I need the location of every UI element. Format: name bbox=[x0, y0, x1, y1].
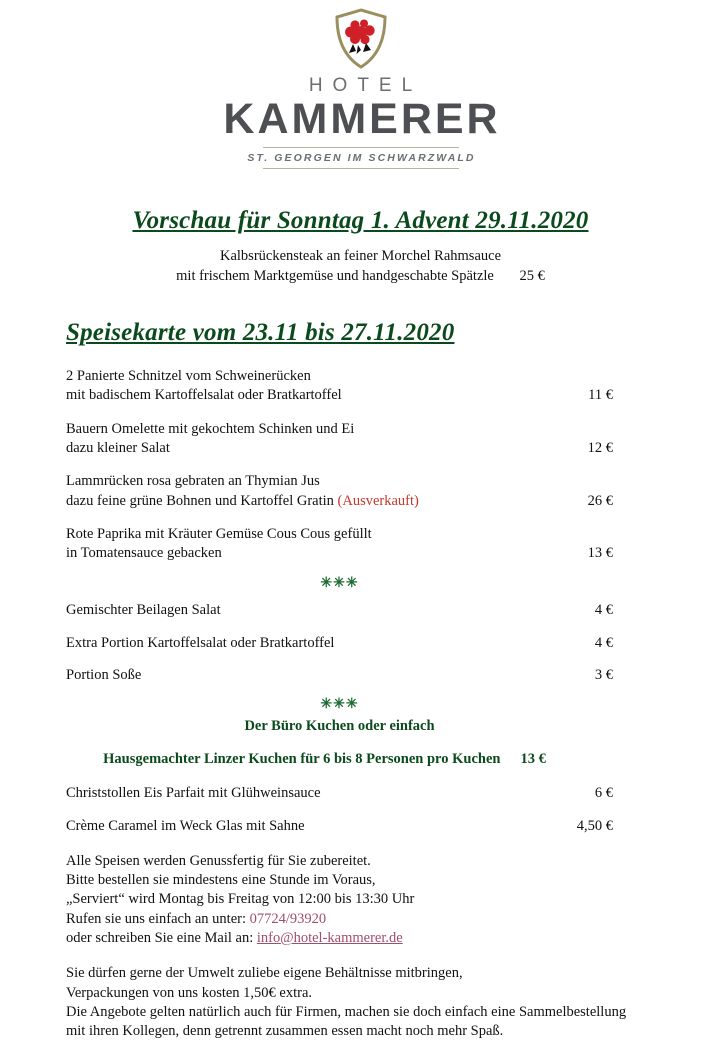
side-item-label: Extra Portion Kartoffelsalat oder Bratkartoffel bbox=[66, 634, 335, 651]
menu-item-description bbox=[66, 420, 567, 459]
menu-item-description bbox=[66, 367, 567, 406]
section-separator-stars: ✳✳✳ bbox=[320, 576, 359, 592]
menu-items-list bbox=[0, 367, 721, 836]
logo-rule-bottom bbox=[263, 168, 459, 169]
featured-cake-label: Hausgemachter Linzer Kuchen für 6 bis 8 Personen pro Kuchen bbox=[103, 751, 501, 768]
hotel-logo bbox=[0, 0, 721, 169]
menu-item bbox=[66, 367, 613, 406]
side-item-label: Portion Soße bbox=[66, 667, 142, 684]
menu-heading: Speisekarte vom 23.11 bis 27.11.2020 bbox=[66, 319, 455, 347]
cake-separator-stars: ✳✳✳ bbox=[320, 697, 359, 713]
logo-rule-top bbox=[263, 147, 459, 148]
menu-item-line2: dazu kleiner Salat bbox=[66, 440, 170, 457]
menu-item-line2: dazu feine grüne Bohnen und Kartoffel Gratin bbox=[66, 492, 338, 509]
dessert-item bbox=[66, 817, 613, 836]
menu-item-price: 26 € bbox=[587, 492, 613, 509]
phone-number-link[interactable]: 07724/93920 bbox=[249, 910, 327, 927]
dessert-item-label: Crème Caramel im Weck Glas mit Sahne bbox=[66, 817, 305, 834]
footer-line: Verpackungen von uns kosten 1,50€ extra. bbox=[66, 984, 313, 1001]
footer-line: Die Angebote gelten natürlich auch für Firmen, machen sie doch einfach eine Sammelbestellung bbox=[66, 1003, 627, 1020]
dessert-item bbox=[66, 784, 613, 803]
menu-item-price: 13 € bbox=[587, 545, 613, 562]
menu-item-price: 11 € bbox=[588, 387, 613, 404]
menu-item-description bbox=[66, 525, 567, 564]
menu-item bbox=[66, 525, 613, 564]
footer-email-prefix: oder schreiben Sie eine Mail an: bbox=[66, 929, 257, 946]
footer-phone-prefix: Rufen sie uns einfach an unter: bbox=[66, 910, 250, 927]
side-item-label: Gemischter Beilagen Salat bbox=[66, 602, 221, 619]
footer-email-line bbox=[66, 929, 661, 948]
cake-section-heading: Der Büro Kuchen oder einfach bbox=[244, 718, 435, 735]
sold-out-badge: (Ausverkauft) bbox=[337, 492, 419, 509]
menu-item-line1: Lammrücken rosa gebraten an Thymian Jus bbox=[66, 473, 320, 490]
featured-cake-row bbox=[66, 751, 613, 768]
preview-dish bbox=[0, 247, 721, 286]
side-item bbox=[66, 634, 613, 653]
shield-rose-emblem-icon bbox=[333, 8, 389, 70]
footer-phone-line bbox=[66, 910, 661, 929]
menu-item bbox=[66, 472, 613, 511]
side-item-price: 4 € bbox=[594, 602, 613, 619]
logo-name-word: KAMMERER bbox=[223, 94, 501, 143]
logo-tagline: ST. GEORGEN IM SCHWARZWALD bbox=[247, 152, 476, 165]
footer-line: „Serviert“ wird Montag bis Freitag von 12:00 bis 13:30 Uhr bbox=[66, 891, 415, 908]
footer-line: Sie dürfen gerne der Umwelt zuliebe eigene Behältnisse mitbringen, bbox=[66, 965, 463, 982]
side-item-price: 4 € bbox=[594, 634, 613, 651]
menu-item-line1: Rote Paprika mit Kräuter Gemüse Cous Cous gefüllt bbox=[66, 525, 372, 542]
footer-information bbox=[0, 852, 721, 1041]
side-item bbox=[66, 601, 613, 620]
menu-item bbox=[66, 420, 613, 459]
side-item bbox=[66, 666, 613, 685]
footer-paragraph-environment bbox=[66, 964, 661, 1041]
dessert-item-label: Christstollen Eis Parfait mit Glühweinsauce bbox=[66, 785, 321, 802]
preview-dish-line1: Kalbsrückensteak an feiner Morchel Rahmsauce bbox=[219, 248, 502, 265]
menu-item-line2: in Tomatensauce gebacken bbox=[66, 545, 222, 562]
footer-line: Bitte bestellen sie mindestens eine Stunde im Voraus, bbox=[66, 872, 376, 889]
menu-item-price: 12 € bbox=[587, 440, 613, 457]
featured-cake-price: 13 € bbox=[520, 751, 546, 768]
footer-line: mit ihren Kollegen, denn getrennt zusammen essen macht noch mehr Spaß. bbox=[66, 1023, 504, 1040]
dessert-item-price: 4,50 € bbox=[576, 817, 613, 834]
logo-hotel-word: HOTEL bbox=[308, 75, 423, 96]
menu-item-description bbox=[66, 472, 567, 511]
menu-item-line1: Bauern Omelette mit gekochtem Schinken und Ei bbox=[66, 420, 355, 437]
preview-heading: Vorschau für Sonntag 1. Advent 29.11.2020 bbox=[132, 207, 589, 235]
menu-item-line1: 2 Panierte Schnitzel vom Schweinerücken bbox=[66, 368, 311, 385]
side-item-price: 3 € bbox=[594, 667, 613, 684]
preview-dish-price: 25 € bbox=[519, 267, 545, 284]
email-address-link[interactable]: info@hotel-kammerer.de bbox=[256, 929, 403, 946]
preview-dish-line2: mit frischem Marktgemüse und handgeschabte Spätzle bbox=[176, 267, 494, 284]
footer-line: Alle Speisen werden Genussfertig für Sie zubereitet. bbox=[66, 852, 371, 869]
dessert-item-price: 6 € bbox=[594, 785, 613, 802]
menu-item-line2-wrap bbox=[66, 492, 557, 511]
footer-paragraph-ordering bbox=[66, 852, 661, 948]
menu-item-line2: mit badischem Kartoffelsalat oder Bratkartoffel bbox=[66, 387, 342, 404]
